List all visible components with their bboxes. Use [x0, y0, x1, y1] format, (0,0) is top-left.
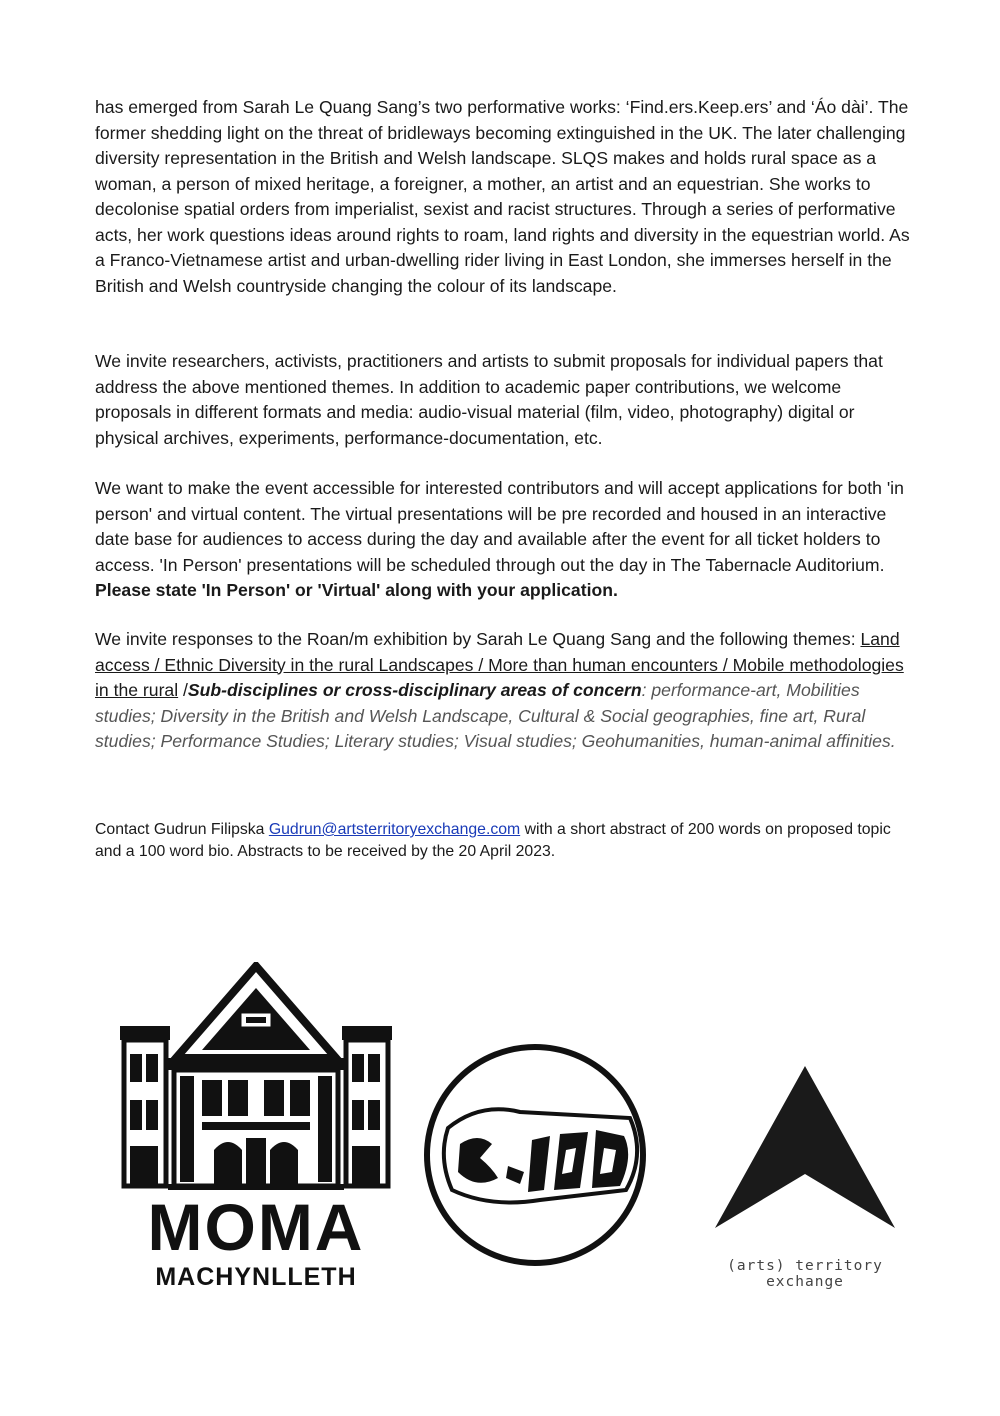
- moma-building-icon: [118, 962, 394, 1194]
- paragraph-invite: [95, 349, 910, 451]
- contact-rest: with a short abstract of 200 words on proposed topic and a 100 word bio. Abstracts to be received by the 20 April 2023.: [95, 821, 891, 860]
- moma-title: MOMA: [147, 1190, 365, 1264]
- arrow-triangle-icon: [690, 1062, 920, 1242]
- themes-lead: We invite responses to the Roan/m exhibition by Sarah Le Quang Sang and the following themes:: [95, 629, 861, 649]
- ate-logo: [690, 1062, 920, 1290]
- themes-separator: /: [178, 680, 188, 700]
- ep-circle-logo-icon: [420, 1040, 650, 1270]
- contact-lead: Contact Gudrun Filipska: [95, 821, 269, 838]
- contact-email-link[interactable]: Gudrun@artsterritoryexchange.com: [268, 821, 521, 838]
- intro-text: has emerged from Sarah Le Quang Sang’s two performative works: ‘Find.ers.Keep.ers’ and ‘Áo dài’. The former shedding light on the threat of bridleways becoming extinguished in the UK. The later challenging diversity representation in the British and Welsh landscape. SLQS makes and holds rural space as a woman, a person of mixed heritage, a foreigner, a mother, an artist and an equestrian. She works to decolonise spatial orders from imperialist, sexist and racist structures. Through a series of performative acts, her work questions ideas around rights to roam, land rights and diversity in the equestrian world. As a Franco-Vietnamese artist and urban-dwelling rider living in East London, she immerses herself in the British and Welsh countryside changing the colour of its landscape.: [95, 97, 910, 296]
- circle-logo: [420, 1040, 650, 1270]
- ate-label: (arts) territory exchange: [727, 1258, 883, 1290]
- paragraph-access: [95, 476, 910, 604]
- themes-list: Land access / Ethnic Diversity in the rural Landscapes / More than human encounters / Mobile methodologies in the rural: [95, 629, 904, 700]
- invite-text: We invite researchers, activists, practitioners and artists to submit proposals for individual papers that address the above mentioned themes. In addition to academic paper contributions, we welcome proposals in different formats and media: audio-visual material (film, video, photography) digital or physical archives, experiments, performance-documentation, etc.: [95, 351, 883, 448]
- contact-paragraph: [95, 819, 910, 863]
- moma-logo: [118, 962, 394, 1292]
- access-bold-note: Please state 'In Person' or 'Virtual' along with your application.: [95, 580, 618, 600]
- themes-subdisciplines: Sub-disciplines or cross-disciplinary areas of concern: [187, 680, 642, 700]
- themes-areas: : performance-art, Mobilities studies; Diversity in the British and Welsh Landscape, Cultural & Social geographies, fine art, Rural studies; Performance Studies; Literary studies; Visual studies; Geohumanities, human-animal affinities.: [95, 680, 896, 751]
- moma-subtitle: MACHYNLLETH: [155, 1263, 357, 1291]
- access-text: We want to make the event accessible for interested contributors and will accept applications for both 'in person' and virtual content. The virtual presentations will be pre recorded and housed in an interactive date base for audiences to access during the day and available after the event for all ticket holders to access. 'In Person' presentations will be scheduled through out the day in The Tabernacle Auditorium.: [95, 478, 904, 575]
- paragraph-themes: [95, 627, 910, 755]
- paragraph-intro: [95, 95, 910, 299]
